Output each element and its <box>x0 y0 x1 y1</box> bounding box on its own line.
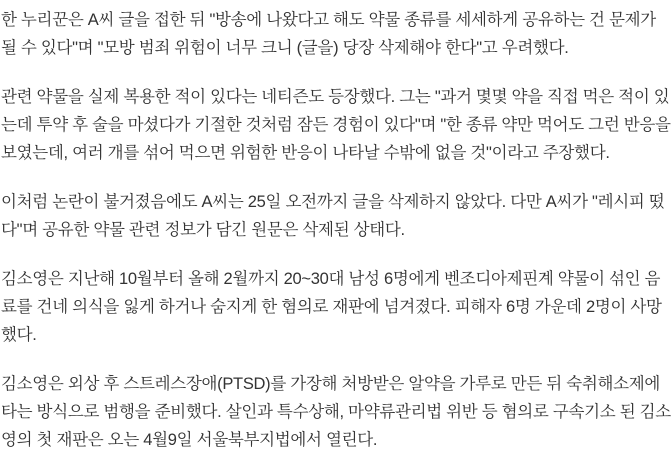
paragraph-line: 했다. <box>1 326 37 344</box>
paragraph-line: 료를 건네 의식을 잃게 하거나 숨지게 한 혐의로 재판에 넘겨졌다. 피해자 6명 가운데 2명이 사망 <box>1 298 662 316</box>
article-paragraph <box>1 265 669 349</box>
paragraph-line: 한 누리꾼은 A씨 글을 접한 뒤 "방송에 나왔다고 해도 약물 종류를 세세하게 공유하는 건 문제가 <box>1 11 656 29</box>
paragraph-line: 는데 투약 후 술을 마셨다가 기절한 것처럼 잠든 경험이 있다"며 "한 종류 약만 먹어도 그런 반응을 <box>1 116 671 134</box>
paragraph-line: 될 수 있다"며 "모방 범죄 위험이 너무 크니 (글을) 당장 삭제해야 한다"고 우려했다. <box>1 39 569 57</box>
paragraph-line: 김소영은 지난해 10월부터 올해 2월까지 20~30대 남성 6명에게 벤조디아제핀계 약물이 섞인 음 <box>1 270 661 288</box>
paragraph-line: 이처럼 논란이 불거졌음에도 A씨는 25일 오전까지 글을 삭제하지 않았다. 다만 A씨가 "레시피 떴 <box>1 193 665 211</box>
paragraph-line: 다"며 공유한 약물 관련 정보가 담긴 원문은 삭제된 상태다. <box>1 221 405 239</box>
article-paragraph <box>1 83 669 167</box>
paragraph-line: 보였는데, 여러 개를 섞어 먹으면 위험한 반응이 나타날 수밖에 없을 것"이라고 주장했다. <box>1 144 610 162</box>
article-paragraph <box>1 6 669 62</box>
article-paragraph <box>1 370 669 450</box>
paragraph-line: 관련 약물을 실제 복용한 적이 있다는 네티즌도 등장했다. 그는 "과거 몇몇 약을 직접 먹은 적이 있 <box>1 88 670 106</box>
paragraph-line: 타는 방식으로 범행을 준비했다. 살인과 특수상해, 마약류관리법 위반 등 혐의로 구속기소 된 김소 <box>1 403 671 421</box>
paragraph-line: 김소영은 외상 후 스트레스장애(PTSD)를 가장해 처방받은 알약을 가루로 만든 뒤 숙취해소제에 <box>1 375 661 393</box>
article-paragraph <box>1 188 669 244</box>
paragraph-line: 영의 첫 재판은 오는 4월9일 서울북부지법에서 열린다. <box>1 431 378 449</box>
